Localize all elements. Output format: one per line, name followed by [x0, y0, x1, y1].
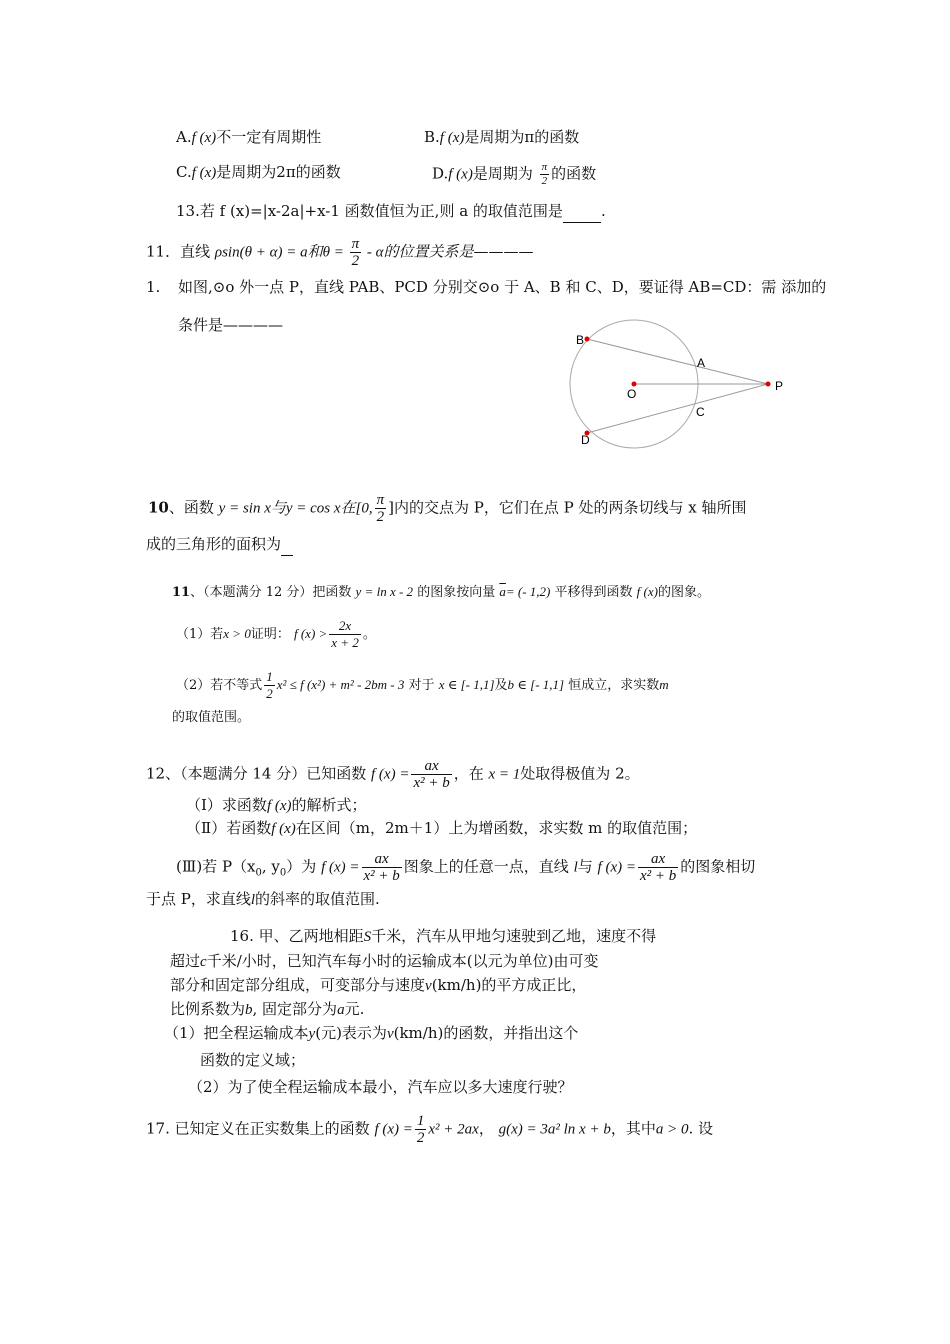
question-17: 17. 已知定义在正实数集上的函数 f (x) = $\frac{1}{2}$ x² + 2ax， g(x) = 3a² ln x + b，其中a > 0. 设 — [146, 1113, 714, 1146]
question-16-part1-tail: 函数的定义域； — [200, 1051, 306, 1069]
question-16-part1: （1）把全程运输成本y(元)表示为v(km/h)的函数，并指出这个 — [164, 1024, 579, 1042]
point-o — [632, 382, 637, 387]
label-c: C — [696, 405, 705, 419]
option-c: C.f (x)是周期为2π的函数 — [176, 163, 341, 181]
question-16-line2: 超过c千米/小时，已知汽车每小时的运输成本(以元为单位)由可变 — [170, 952, 599, 970]
question-16-line3: 部分和固定部分组成，可变部分与速度v(km/h)的平方成正比， — [170, 976, 587, 994]
question-1-num: 1. — [146, 278, 161, 296]
label-b: B — [576, 333, 585, 347]
question-12-part3: (Ⅲ)若 $P(x_0$, $y_0$）为 f (x) = $\frac{ax}{\text{x² + b}}$ 图象上的任意一点，直线 l与 f (x) = $\frac{ax}{\text{x² + b}}$ 的图象相切 — [176, 851, 756, 884]
line-pab — [587, 339, 768, 384]
question-16-part2: （2）为了使全程运输成本最小，汽车应以多大速度行驶？ — [188, 1078, 573, 1096]
option-d: D.f (x)是周期为 $\frac{\pi}{2}$ 的函数 — [432, 161, 597, 187]
question-12-part2: （Ⅱ）若函数f (x)在区间（m，2m＋1）上为增函数，求实数 m 的取值范围； — [186, 819, 698, 837]
question-11-head: 11、（本题满分 12 分）把函数 y = ln x - 2 的图象按向量 $\overline{a}=$ (- 1,2) 平移得到函数 f (x)的图象。 — [172, 584, 710, 600]
question-11-part2-tail: 的取值范围。 — [172, 710, 251, 725]
question-16-line1: 16. 甲、乙两地相距S千米，汽车从甲地匀速驶到乙地，速度不得 — [230, 927, 657, 945]
point-b — [585, 337, 590, 342]
line-pcd — [587, 384, 768, 433]
question-1-line1: 如图,⊙o 外一点 P，直线 PAB、PCD 分别交⊙o 于 A、B 和 C、D，要证得 AB=CD：需 添加的 — [178, 278, 827, 296]
question-12-part3-line2: 于点 P，求直线l的斜率的取值范围. — [146, 890, 380, 908]
question-1-line2: 条件是———— — [178, 316, 284, 334]
question-11-polar: 11．直线 ρsin(θ + α) = a和θ = $\frac{\pi}{2}$ - α的位置关系是———— — [146, 236, 534, 269]
question-13: 13.若 f (x)=|x-2a|+x-1 函数值恒为正,则 a 的取值范围是 . — [176, 200, 606, 223]
label-a: A — [697, 356, 706, 370]
point-p — [766, 382, 771, 387]
label-p: P — [775, 379, 784, 393]
label-d: D — [581, 433, 590, 447]
question-12-head: 12、（本题满分 14 分）已知函数 f (x) = $\frac{ax}{\text{x² + b}}$ ，在 x = 1处取得极值为 2。 — [146, 758, 640, 791]
question-11-part2: （2）若不等式 $\frac{1}{2}$ x² ≤ f (x²) + m² - 2bm - 3 对于 x ∈ [- 1,1]及b ∈ [- 1,1] 恒成立，求实数m — [176, 669, 669, 701]
question-10-line2: 成的三角形的面积为 — [146, 533, 293, 556]
option-b: B.f (x)是周期为π的函数 — [424, 128, 580, 146]
question-16-line4: 比例系数为b, 固定部分为a元. — [170, 1000, 365, 1018]
circle-figure — [560, 318, 800, 458]
question-10-line1: 10、函数 y = sin x与y = cos x在[0, $\frac{\pi}{2}$ ]内的交点为 P，它们在点 P 处的两条切线与 x 轴所围 — [148, 492, 747, 525]
question-11-part1: （1）若x > 0证明： f (x) > $\frac{2x}{x + 2}$ 。 — [176, 618, 376, 650]
option-a: A.f (x)不一定有周期性 — [176, 128, 322, 146]
question-12-part1: （Ⅰ）求函数f (x)的解析式； — [186, 796, 367, 814]
label-o: O — [627, 387, 637, 401]
